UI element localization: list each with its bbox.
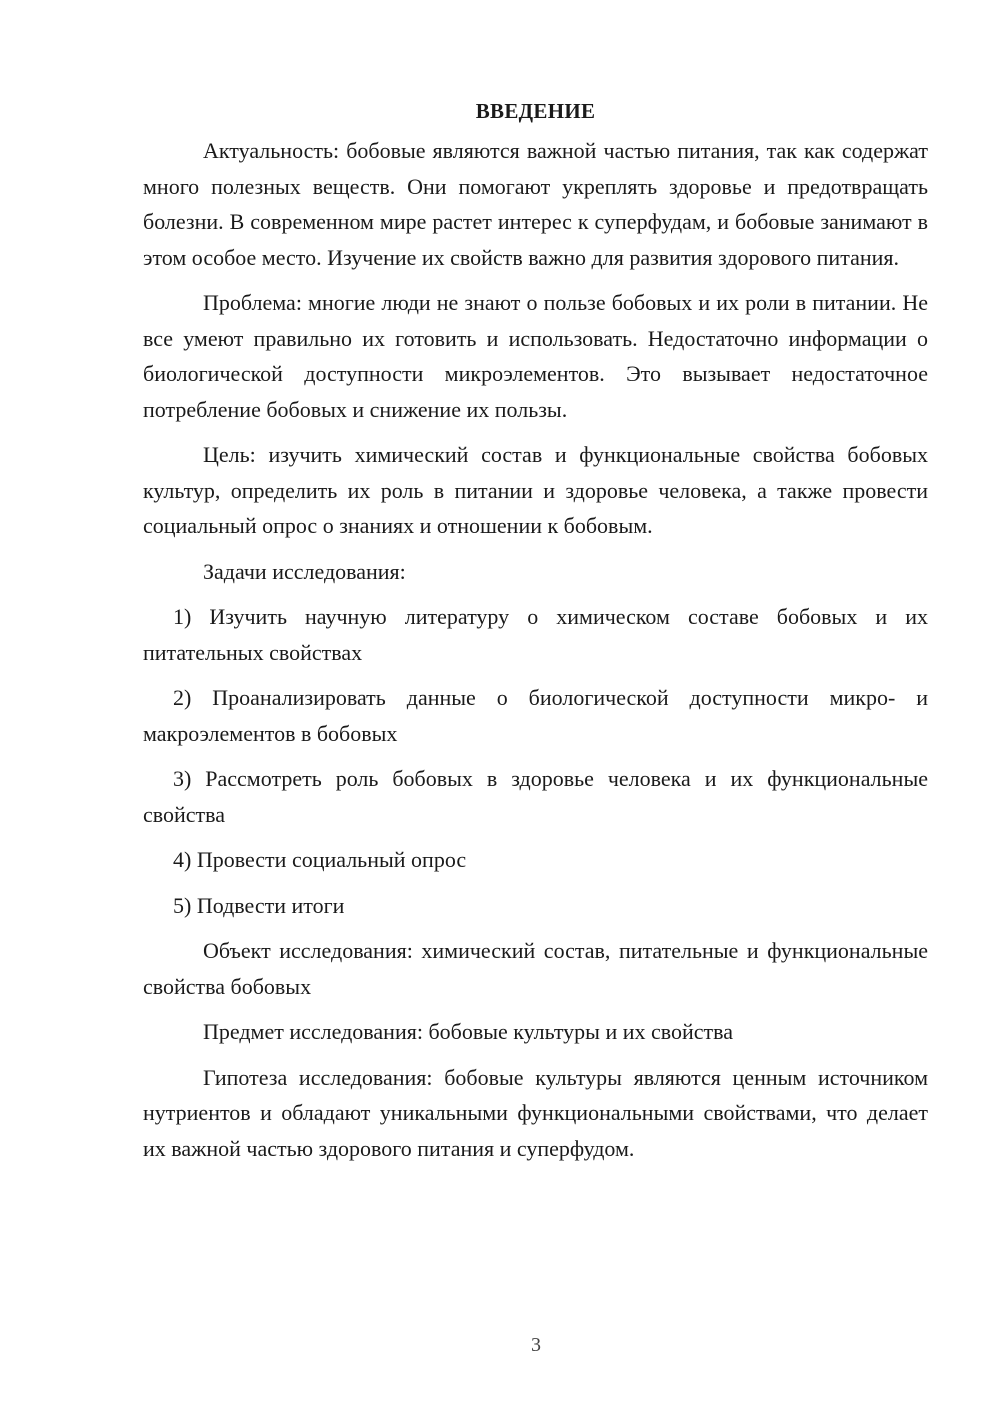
paragraph-problem: Проблема: многие люди не знают о пользе бобовых и их роли в питании. Не все умеют правильно их готовить и использовать. Недостаточно информации о биологической доступности микроэлементов. Это вызывает недостаточное потребление бобовых и снижение их пользы. xyxy=(143,290,928,422)
paragraph-goal: Цель: изучить химический состав и функциональные свойства бобовых культур, определить их роль в питании и здоровье человека, а также провести социальный опрос о знаниях и отношении к бобовым. xyxy=(143,442,928,538)
page-number: 3 xyxy=(531,1334,541,1356)
task-item-5: 5) Подвести итоги xyxy=(173,892,345,918)
tasks-heading: Задачи исследования: xyxy=(203,558,406,584)
task-item-3: 3) Рассмотреть роль бобовых в здоровье человека и их функциональные свойства xyxy=(143,766,928,827)
paragraph-object: Объект исследования: химический состав, питательные и функциональные свойства бобовых xyxy=(143,938,928,999)
paragraph-subject: Предмет исследования: бобовые культуры и их свойства xyxy=(203,1019,734,1044)
section-title: ВВЕДЕНИЕ xyxy=(475,99,596,123)
task-item-2: 2) Проанализировать данные о биологической доступности микро- и макроэлементов в бобовых xyxy=(143,685,928,746)
paragraph-hypothesis: Гипотеза исследования: бобовые культуры являются ценным источником нутриентов и обладают уникальными функциональными свойствами, что делает их важной частью здорового питания и суперфудом. xyxy=(143,1064,928,1161)
task-item-1: 1) Изучить научную литературу о химическом составе бобовых и их питательных свойствах xyxy=(143,604,928,665)
document-body xyxy=(143,94,928,1176)
paragraph-relevance: Актуальность: бобовые являются важной частью питания, так как содержат много полезных веществ. Они помогают укреплять здоровье и предотвращать болезни. В современном мире растет интерес к суперфудам, и бобовые занимают в этом особое место. Изучение их свойств важно для развития здорового питания. xyxy=(143,138,928,270)
task-item-4: 4) Провести социальный опрос xyxy=(173,847,467,872)
